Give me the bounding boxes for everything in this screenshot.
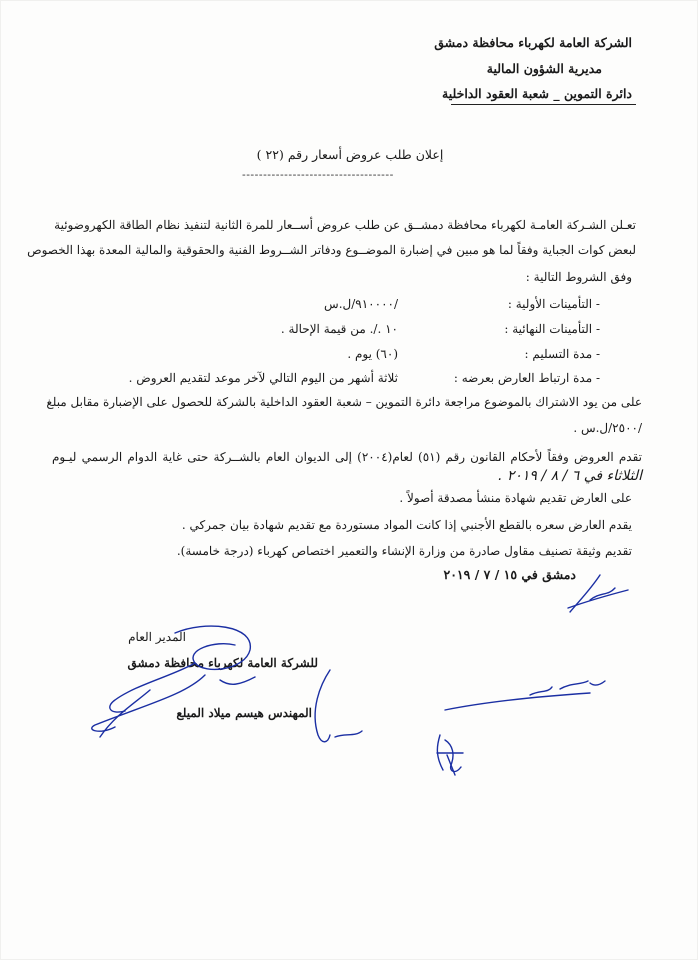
signature-member-3 xyxy=(440,675,610,720)
term-value-final-deposit: ١٠ ./. من قيمة الإحالة . xyxy=(280,322,398,336)
announcement-title: إعلان طلب عروض أسعار رقم (٢٢ ) xyxy=(256,147,444,162)
term-value-offer-validity: ثلاثة أشهر من اليوم التالي لآخر موعد لتقديم العروض . xyxy=(128,371,398,385)
intro-line-1: تعـلن الشـركة العامـة لكهرباء محافظة دمشــق عن طلب عروض أســعار للمرة الثانية لتنفيذ نظام الطاقة الكهروضوئية xyxy=(54,218,636,232)
department-name: دائرة التموين _ شعبة العقود الداخلية xyxy=(442,86,632,101)
signature-member-4 xyxy=(560,570,635,620)
signature-member-1 xyxy=(300,665,370,755)
term-label-final-deposit: - التأمينات النهائية : xyxy=(504,322,600,336)
requirement-item: يقدم العارض سعره بالقطع الأجنبي إذا كانت المواد مستوردة مع تقديم شهادة بيان جمركي . xyxy=(181,518,632,532)
signature-member-2 xyxy=(425,725,475,780)
general-manager-title: المدير العام xyxy=(128,630,186,644)
title-dashes: ------------------------------------ xyxy=(242,168,394,181)
term-label-offer-validity: - مدة ارتباط العارض بعرضه : xyxy=(453,371,600,385)
delivery-line-1: تقدم العروض وفقاً لأحكام القانون رقم (٥١) لعام(٢٠٠٤) إلى الديوان العام بالشــركة حتى غاية الدوام الرسمي ليـوم xyxy=(52,450,642,464)
requirement-item: على العارض تقديم شهادة منشأ مصدقة أصولاً . xyxy=(399,491,632,505)
term-value-initial-deposit: /٩١٠٠٠٠/ل.س xyxy=(324,297,398,311)
intro-line-3: وفق الشروط التالية : xyxy=(525,270,632,284)
signature-general-manager xyxy=(55,615,275,745)
intro-line-2: لبعض كوات الجباية وفقاً لما هو مبين في إضبارة الموضــوع ودفاتر الشــروط الفنية والحقوقية والمالية المعدة بهذا الخصوص xyxy=(27,243,636,257)
term-label-initial-deposit: - التأمينات الأولية : xyxy=(507,297,600,311)
delivery-deadline-day: الثلاثاء في ٦ / ٨ / ٢٠١٩ . xyxy=(497,468,642,484)
term-value-delivery-period: (٦٠) يوم . xyxy=(347,347,398,361)
term-label-delivery-period: - مدة التسليم : xyxy=(524,347,600,361)
general-manager-company: للشركة العامة لكهرباء محافظة دمشق xyxy=(127,656,318,670)
general-manager-name: المهندس هيسم ميلاد الميلع xyxy=(176,706,312,720)
header-underline xyxy=(451,104,636,105)
subscription-line-1: على من يود الاشتراك بالموضوع مراجعة دائرة التموين – شعبة العقود الداخلية بالشركة للحصول على الإضبارة مقابل مبلغ xyxy=(46,395,642,409)
requirement-item: تقديم وثيقة تصنيف مقاول صادرة من وزارة الإنشاء والتعمير اختصاص كهرباء (درجة خامسة). xyxy=(176,544,632,558)
subscription-line-2: /٢٥٠٠/ل.س . xyxy=(573,421,642,435)
signing-date: دمشق في ١٥ / ٧ / ٢٠١٩ xyxy=(443,567,576,582)
directorate-name: مديرية الشؤون المالية xyxy=(486,61,602,76)
company-name: الشركة العامة لكهرباء محافظة دمشق xyxy=(434,35,632,50)
